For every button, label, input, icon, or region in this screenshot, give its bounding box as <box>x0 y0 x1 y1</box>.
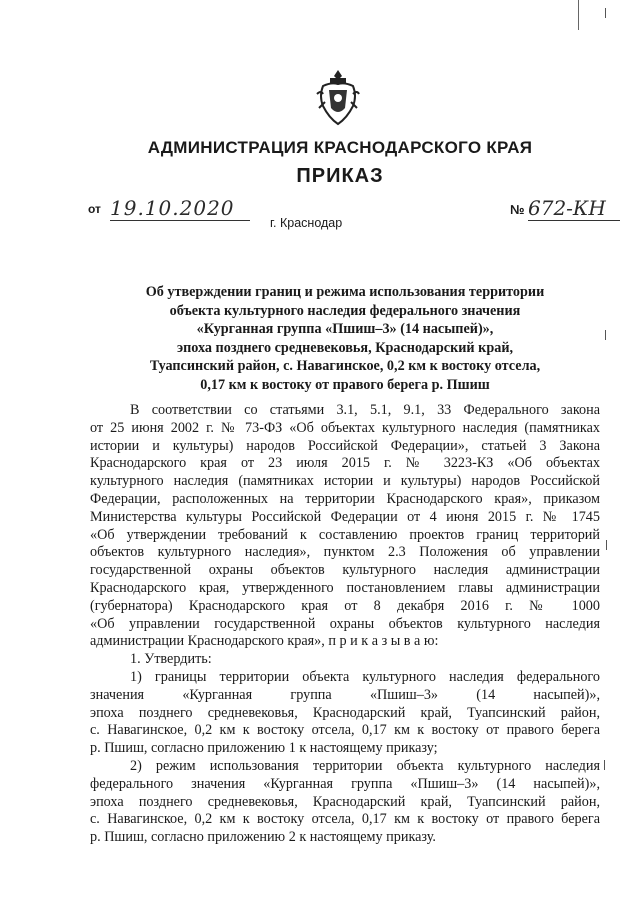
handwritten-number: 672-КН <box>528 196 620 221</box>
body-line: 2) режим использования территории объекта культурного наследия <box>130 757 600 774</box>
body-line: администрации Краснодарского края», п р и к а з ы в а ю: <box>90 633 439 650</box>
body-line: эпоха позднего средневековья, Краснодарский край, Туапсинский район, <box>90 793 600 810</box>
body-line: с. Навагинское, 0,2 км к востоку отсела, 0,17 км к востоку от правого берега <box>90 811 600 828</box>
organization-name: АДМИНИСТРАЦИЯ КРАСНОДАРСКОГО КРАЯ <box>147 138 533 157</box>
title-line: Об утверждении границ и режима использования территории <box>145 284 545 300</box>
scan-edge-line <box>578 0 579 30</box>
scan-edge-mark <box>605 8 606 18</box>
scan-edge-mark <box>606 540 607 550</box>
number-prefix: № <box>510 202 525 217</box>
document-type: ПРИКАЗ <box>296 165 384 187</box>
document-title <box>110 283 580 394</box>
body-line: В соответствии со статьями 3.1, 5.1, 9.1, 33 Федерального закона <box>130 402 600 418</box>
body-line: федерального значения «Курганная группа «Пшиш–3» (14 насыпей)», <box>90 775 600 792</box>
body-line: 1) границы территории объекта культурного наследия федерального <box>130 668 600 685</box>
body-line: 1. Утвердить: <box>130 651 212 668</box>
body-line: Федерации, расположенных на территории Краснодарского края», приказом <box>90 490 600 507</box>
body-line: объектов культурного наследия», пунктом 2.3 Положения об управлении <box>90 544 600 561</box>
title-line: объекта культурного наследия федерального значения <box>169 302 521 319</box>
body-line: «Об утверждении требований к составлению проектов границ территорий <box>90 526 600 543</box>
body-line: культурного наследия (памятниках истории и культуры) народов Российской <box>90 473 600 490</box>
scan-edge-mark <box>604 760 605 770</box>
document-body <box>90 402 600 847</box>
body-line: Министерства культуры Российской Федерации от 4 июня 2015 г. № 1745 <box>90 508 600 525</box>
date-prefix: от <box>88 202 101 216</box>
body-line: «Об управлении государственной охраны объектов культурного наследия <box>90 615 600 632</box>
body-line: р. Пшиш, согласно приложению 1 к настоящему приказу; <box>90 740 438 757</box>
body-line: значения «Курганная группа «Пшиш–3» (14 насыпей)», <box>90 686 600 703</box>
handwritten-date: 19.10.2020 <box>110 196 250 221</box>
body-line: Краснодарского края от 23 июля 2015 г. № 3223-КЗ «Об объектах <box>90 455 600 472</box>
title-line: Туапсинский район, с. Навагинское, 0,2 км к востоку отсела, <box>149 358 541 374</box>
body-line: от 25 июня 2002 г. № 73-ФЗ «Об объектах культурного наследия (памятниках <box>90 419 600 436</box>
title-line: «Курганная группа «Пшиш–3» (14 насыпей)», <box>196 321 494 337</box>
body-line: эпоха позднего средневековья, Краснодарский край, Туапсинский район, <box>90 704 600 721</box>
title-line: эпоха позднего средневековья, Краснодарский край, <box>176 339 514 356</box>
body-line: истории и культуры) народов Российской Федерации», статьей 3 Закона <box>90 437 600 454</box>
city-label: г. Краснодар <box>270 216 343 230</box>
scan-edge-mark <box>605 330 606 340</box>
body-line: Краснодарского края, утвержденного постановлением главы администрации <box>90 579 600 596</box>
body-line: (губернатора) Краснодарского края от 8 декабря 2016 г. № 1000 <box>90 597 600 614</box>
coat-of-arms-icon <box>315 68 361 128</box>
body-line: государственной охраны объектов культурного наследия администрации <box>90 562 600 579</box>
title-line: 0,17 км к востоку от правого берега р. Пшиш <box>200 376 490 393</box>
body-line: р. Пшиш, согласно приложению 2 к настоящему приказу. <box>90 829 436 846</box>
body-line: с. Навагинское, 0,2 км к востоку отсела, 0,17 км к востоку от правого берега <box>90 722 600 739</box>
